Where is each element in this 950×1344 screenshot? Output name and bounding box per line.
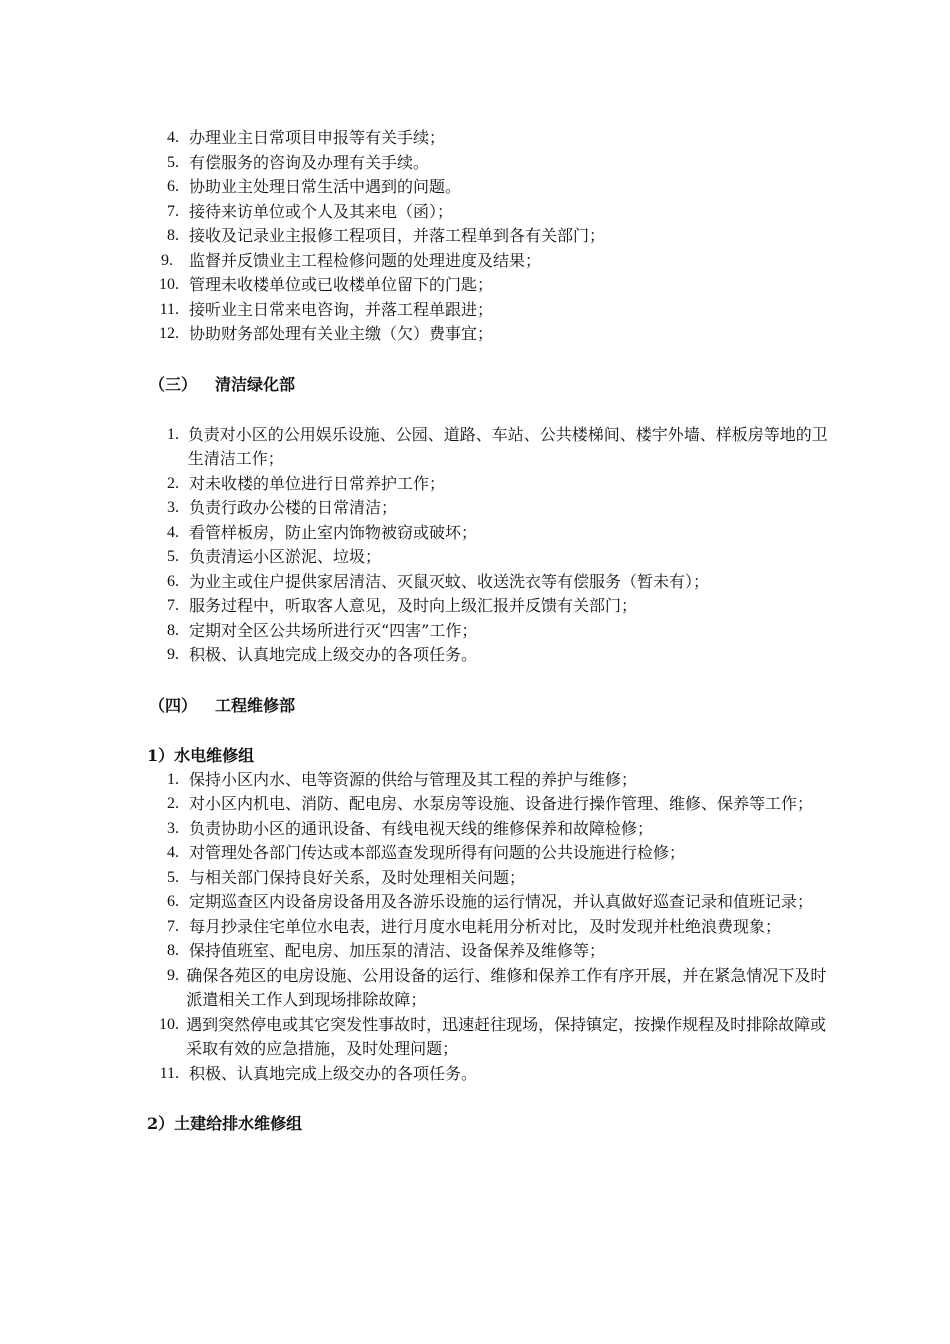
list-item <box>145 298 835 323</box>
front-desk-duties-list <box>145 126 835 347</box>
item-number: 6. <box>167 572 179 590</box>
list-item <box>145 964 835 1013</box>
item-number: 4. <box>167 523 179 541</box>
item-text: 确保各苑区的电房设施、公用设备的运行、维修和保养工作有序开展，并在紧急情况下及时派遣相关工作人到现场排除故障； <box>186 965 827 1009</box>
item-number: 8. <box>167 227 179 244</box>
item-text: 接待来访单位或个人及其来电（函）； <box>189 201 454 221</box>
list-item <box>145 521 835 546</box>
list-item <box>145 175 835 200</box>
item-number: 3. <box>167 499 179 516</box>
section-number: （四） <box>149 695 198 715</box>
list-item <box>145 890 835 915</box>
item-text: 保持小区内水、电等资源的供给与管理及其工程的养护与维修； <box>189 769 638 789</box>
item-number: 1. <box>167 770 179 788</box>
list-item <box>145 224 835 249</box>
section-title: 工程维修部 <box>215 695 296 715</box>
section-heading-cleaning <box>145 373 835 397</box>
list-item <box>145 792 835 817</box>
item-text: 服务过程中，听取客人意见，及时向上级汇报并反馈有关部门； <box>189 596 638 615</box>
item-number: 10. <box>159 276 179 293</box>
item-text: 办理业主日常项目申报等有关手续； <box>189 128 446 147</box>
item-text: 积极、认真地完成上级交办的各项任务。 <box>189 645 478 664</box>
item-number: 7. <box>167 202 179 220</box>
list-item <box>145 1013 835 1062</box>
item-number: 10. <box>159 1015 179 1033</box>
item-text: 协助业主处理日常生活中遇到的问题。 <box>189 177 462 196</box>
item-text: 定期巡查区内设备房设备用及各游乐设施的运行情况，并认真做好巡查记录和值班记录； <box>189 892 814 911</box>
item-number: 7. <box>167 917 179 935</box>
item-text: 负责对小区的公用娱乐设施、公园、道路、车站、公共楼梯间、楼宇外墙、样板房等地的卫生清洁工作； <box>187 424 828 468</box>
item-text: 积极、认真地完成上级交办的各项任务。 <box>189 1063 478 1083</box>
item-number: 6. <box>167 893 179 910</box>
item-number: 9. <box>167 646 179 663</box>
item-text: 定期对全区公共场所进行灭“四害”工作； <box>189 620 478 640</box>
item-number: 5. <box>167 153 179 171</box>
item-text: 对未收楼的单位进行日常养护工作； <box>189 473 446 493</box>
list-item <box>145 643 835 668</box>
item-text: 负责清运小区淤泥、垃圾； <box>189 547 382 566</box>
item-text: 有偿服务的咨询及办理有关手续。 <box>189 152 430 172</box>
list-item <box>145 594 835 619</box>
item-number: 11. <box>159 1064 179 1082</box>
item-text: 与相关部门保持良好关系，及时处理相关问题； <box>189 867 526 887</box>
item-text: 接听业主日常来电咨询，并落工程单跟进； <box>189 299 494 319</box>
section-number: （三） <box>149 374 198 394</box>
list-item <box>145 1062 835 1087</box>
item-text: 协助财务部处理有关业主缴（欠）费事宜； <box>189 324 494 343</box>
item-text: 管理未收楼单位或已收楼单位留下的门匙； <box>189 275 494 294</box>
item-number: 4. <box>167 844 179 861</box>
list-item <box>145 841 835 866</box>
water-electric-duties-list <box>145 768 835 1087</box>
item-text: 为业主或住户提供家居清洁、灭鼠灭蚊、收送洗衣等有偿服务（暂未有）； <box>189 571 710 591</box>
list-item <box>145 939 835 964</box>
item-number: 9. <box>161 251 173 269</box>
item-number: 11. <box>159 300 179 318</box>
item-number: 1. <box>167 425 179 443</box>
item-text: 每月抄录住宅单位水电表，进行月度水电耗用分析对比，及时发现并杜绝浪费现象； <box>189 916 782 936</box>
list-item <box>145 151 835 176</box>
item-text: 对管理处各部门传达或本部巡查发现所得有问题的公共设施进行检修； <box>189 843 686 862</box>
list-item <box>145 570 835 595</box>
list-item <box>145 545 835 570</box>
item-text: 看管样板房，防止室内饰物被窃或破坏； <box>189 522 478 542</box>
item-number: 2. <box>167 474 179 492</box>
list-item <box>145 915 835 940</box>
list-item <box>145 200 835 225</box>
section-title: 清洁绿化部 <box>215 374 296 394</box>
item-number: 8. <box>167 621 179 639</box>
item-number: 5. <box>167 868 179 886</box>
item-number: 6. <box>167 178 179 195</box>
list-item <box>145 619 835 644</box>
list-item <box>145 273 835 298</box>
item-number: 3. <box>167 819 179 837</box>
list-item <box>145 496 835 521</box>
item-text: 保持值班室、配电房、加压泵的清洁、设备保养及维修等； <box>189 941 606 960</box>
item-number: 9. <box>167 966 179 984</box>
list-item <box>145 249 835 274</box>
item-text: 负责行政办公楼的日常清洁； <box>189 498 398 517</box>
item-number: 5. <box>167 548 179 565</box>
list-item <box>145 423 835 472</box>
item-text: 遇到突然停电或其它突发性事故时，迅速赶往现场，保持镇定，按操作规程及时排除故障或采取有效的应急措施，及时处理问题； <box>186 1014 827 1058</box>
section-heading-engineering <box>145 694 835 718</box>
item-number: 8. <box>167 942 179 959</box>
item-text: 负责协助小区的通讯设备、有线电视天线的维修保养和故障检修； <box>189 818 654 838</box>
item-number: 2. <box>167 795 179 812</box>
item-number: 4. <box>167 129 179 146</box>
item-text: 对小区内机电、消防、配电房、水泵房等设施、设备进行操作管理、维修、保养等工作； <box>189 794 814 813</box>
subsection-heading-water-electric: 1）水电维修组 <box>147 745 255 765</box>
cleaning-duties-list <box>145 423 835 668</box>
item-text: 监督并反馈业主工程检修问题的处理进度及结果； <box>189 250 542 270</box>
item-number: 7. <box>167 597 179 614</box>
list-item <box>145 768 835 793</box>
list-item <box>145 126 835 151</box>
list-item <box>145 472 835 497</box>
subsection-heading-civil-drainage: 2）土建给排水维修组 <box>147 1114 303 1133</box>
item-number: 12. <box>159 325 179 342</box>
document-content <box>145 126 835 1136</box>
item-text: 接收及记录业主报修工程项目，并落工程单到各有关部门； <box>189 226 606 245</box>
list-item <box>145 322 835 347</box>
list-item <box>145 866 835 891</box>
list-item <box>145 817 835 842</box>
